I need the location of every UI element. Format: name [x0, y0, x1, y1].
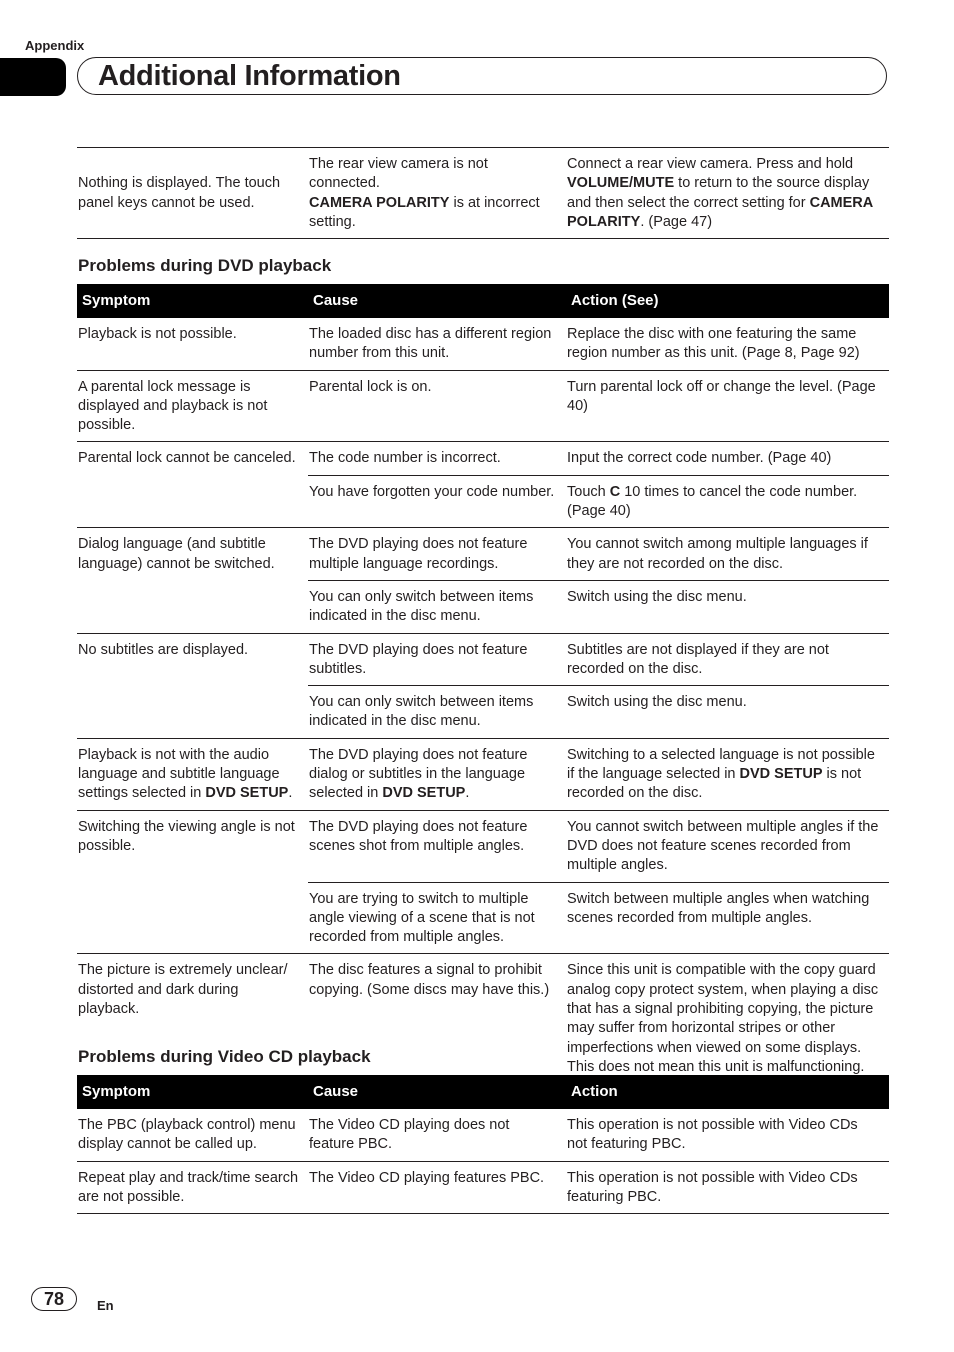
cause-cell: The DVD playing does not feature subtitles. [308, 633, 566, 686]
language-label: En [97, 1298, 114, 1313]
header-action: Action [566, 1075, 889, 1109]
vcd-problems-table [77, 1075, 889, 1214]
cause-cell: The DVD playing does not feature scenes shot from multiple angles. [308, 810, 566, 882]
page-title: Additional Information [98, 60, 401, 92]
table-row [77, 738, 889, 810]
continued-troubleshooting-table [77, 147, 889, 239]
action-cell: Switching to a selected language is not possible if the language selected in DVD SETUP is not recorded on the disc. [566, 738, 889, 810]
table-row [77, 633, 889, 686]
table-row [77, 442, 889, 475]
symptom-cell: Parental lock cannot be canceled. [77, 442, 308, 528]
action-cell: Subtitles are not displayed if they are not recorded on the disc. [566, 633, 889, 686]
cause-cell: The loaded disc has a different region number from this unit. [308, 318, 566, 370]
action-cell: Replace the disc with one featuring the same region number as this unit. (Page 8, Page 92) [566, 318, 889, 370]
cause-cell: The DVD playing does not feature dialog or subtitles in the language selected in DVD SETUP. [308, 738, 566, 810]
action-cell: Connect a rear view camera. Press and hold VOLUME/MUTE to return to the source display and then select the correct setting for CAMERA POLARITY. (Page 47) [566, 148, 889, 239]
dvd-section-title: Problems during DVD playback [78, 256, 332, 275]
table-row [77, 810, 889, 882]
symptom-cell: Dialog language (and subtitle language) cannot be switched. [77, 528, 308, 633]
cause-cell: The code number is incorrect. [308, 442, 566, 475]
action-cell: You cannot switch between multiple angles if the DVD does not feature scenes recorded from multiple angles. [566, 810, 889, 882]
symptom-cell: Playback is not with the audio language and subtitle language settings selected in DVD SETUP. [77, 738, 308, 810]
symptom-cell: The picture is extremely unclear/ distorted and dark during playback. [77, 954, 308, 1084]
header-symptom: Symptom [77, 284, 308, 318]
section-label: Appendix [25, 38, 85, 53]
table-header-row [77, 1075, 889, 1109]
action-cell: Switch using the disc menu. [566, 580, 889, 633]
table-row [77, 528, 889, 581]
table-row [77, 148, 889, 239]
cause-cell: The rear view camera is not connected. CAMERA POLARITY is at incorrect setting. [308, 148, 566, 239]
action-cell: Touch C 10 times to cancel the code number. (Page 40) [566, 475, 889, 528]
table-header-row [77, 284, 889, 318]
cause-cell: You can only switch between items indicated in the disc menu. [308, 686, 566, 739]
header-cause: Cause [308, 1075, 566, 1109]
page-number: 78 [31, 1287, 77, 1311]
symptom-cell: Repeat play and track/time search are not possible. [77, 1161, 308, 1214]
header-action: Action (See) [566, 284, 889, 318]
cause-cell: The DVD playing does not feature multiple language recordings. [308, 528, 566, 581]
section-tab-marker [0, 58, 66, 96]
table-row [77, 1109, 889, 1161]
symptom-cell: Playback is not possible. [77, 318, 308, 370]
cause-cell: The Video CD playing features PBC. [308, 1161, 566, 1214]
symptom-cell: Switching the viewing angle is not possible. [77, 810, 308, 954]
action-cell: Switch between multiple angles when watching scenes recorded from multiple angles. [566, 882, 889, 954]
cause-cell: You have forgotten your code number. [308, 475, 566, 528]
vcd-problems-section [77, 1045, 889, 1214]
symptom-cell: A parental lock message is displayed and playback is not possible. [77, 370, 308, 442]
symptom-cell: No subtitles are displayed. [77, 633, 308, 738]
symptom-cell: The PBC (playback control) menu display cannot be called up. [77, 1109, 308, 1161]
action-cell: Input the correct code number. (Page 40) [566, 442, 889, 475]
action-cell: Since this unit is compatible with the copy guard analog copy protect system, when playing a disc that has a signal prohibiting copying, the picture may suffer from horizontal stripes or other imperfections when viewed on some displays. This does not mean this unit is malfunctioning. [566, 954, 889, 1084]
title-banner [77, 57, 887, 95]
dvd-problems-section [77, 254, 889, 1084]
action-cell: This operation is not possible with Video CDs featuring PBC. [566, 1161, 889, 1214]
cause-cell: Parental lock is on. [308, 370, 566, 442]
action-cell: Turn parental lock off or change the level. (Page 40) [566, 370, 889, 442]
cause-cell: You can only switch between items indicated in the disc menu. [308, 580, 566, 633]
table-row [77, 318, 889, 370]
action-cell: This operation is not possible with Video CDs not featuring PBC. [566, 1109, 889, 1161]
dvd-problems-table [77, 284, 889, 1084]
action-cell: You cannot switch among multiple languages if they are not recorded on the disc. [566, 528, 889, 581]
cause-cell: The Video CD playing does not feature PBC. [308, 1109, 566, 1161]
header-cause: Cause [308, 284, 566, 318]
symptom-cell: Nothing is displayed. The touch panel keys cannot be used. [77, 148, 308, 239]
table-row [77, 370, 889, 442]
header-symptom: Symptom [77, 1075, 308, 1109]
action-cell: Switch using the disc menu. [566, 686, 889, 739]
cause-cell: The disc features a signal to prohibit copying. (Some discs may have this.) [308, 954, 566, 1084]
vcd-section-title: Problems during Video CD playback [78, 1047, 371, 1066]
table-row [77, 1161, 889, 1214]
cause-cell: You are trying to switch to multiple angle viewing of a scene that is not recorded from multiple angles. [308, 882, 566, 954]
